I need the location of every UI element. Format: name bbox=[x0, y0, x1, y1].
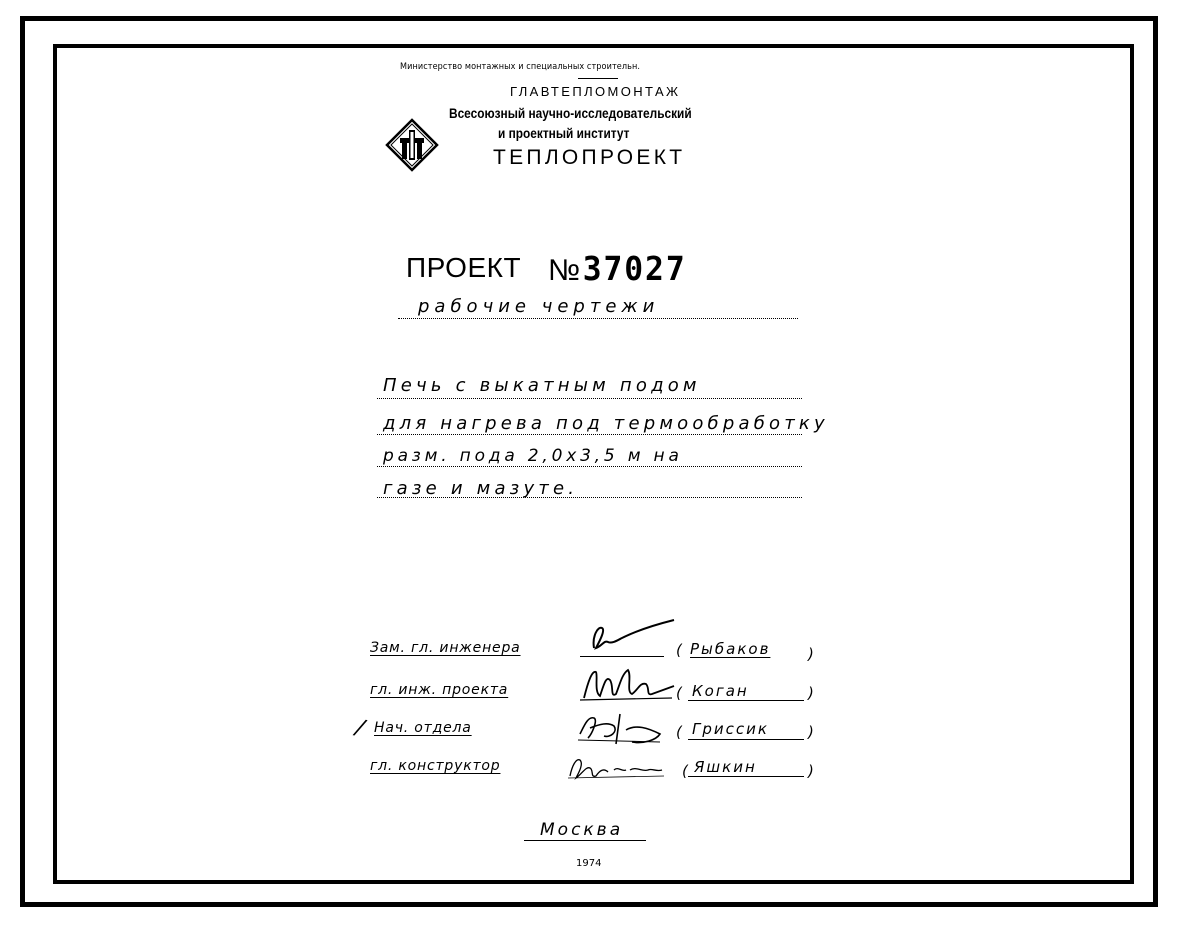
number-sign: № bbox=[548, 254, 581, 287]
signature-role: Зам. гл. инженера bbox=[370, 640, 521, 656]
year: 1974 bbox=[576, 858, 602, 869]
teploproekt-logo-icon bbox=[385, 118, 439, 172]
description-line2: для нагрева под термообработку bbox=[383, 413, 829, 434]
handwritten-signature-icon bbox=[566, 752, 666, 784]
city: Москва bbox=[540, 820, 624, 840]
signature-name: Яшкин bbox=[694, 758, 757, 776]
institute-line2: и проектный институт bbox=[498, 126, 630, 141]
signature-role: Нач. отдела bbox=[374, 720, 472, 736]
project-number bbox=[548, 249, 690, 288]
project-subtitle: рабочие чертежи bbox=[418, 296, 660, 317]
slash-mark: / bbox=[353, 715, 370, 742]
description-line4: газе и мазуте. bbox=[383, 478, 579, 499]
signature-name: Гриссик bbox=[692, 720, 769, 738]
handwritten-signature-icon bbox=[576, 662, 676, 704]
dotted-line bbox=[377, 497, 802, 498]
signature-role: гл. инж. проекта bbox=[370, 682, 509, 698]
signature-name: Рыбаков bbox=[690, 640, 771, 658]
dotted-line bbox=[377, 434, 802, 435]
paren-close: ) bbox=[808, 645, 817, 663]
paren-open: ( bbox=[682, 762, 691, 780]
paren-close: ) bbox=[808, 684, 817, 702]
glav-text: ГЛАВТЕПЛОМОНТАЖ bbox=[510, 84, 681, 99]
handwritten-signature-icon bbox=[574, 704, 666, 748]
dotted-line bbox=[377, 466, 802, 467]
signature-line bbox=[688, 700, 804, 701]
institute-line1: Всесоюзный научно-исследовательский bbox=[449, 106, 692, 121]
institute-name: ТЕПЛОПРОЕКТ bbox=[493, 146, 686, 169]
signature-role: гл. конструктор bbox=[370, 758, 501, 774]
paren-close: ) bbox=[808, 723, 817, 741]
description-line1: Печь с выкатным подом bbox=[383, 375, 701, 396]
divider bbox=[524, 840, 646, 841]
paren-close: ) bbox=[808, 762, 817, 780]
signature-line bbox=[688, 739, 804, 740]
dotted-line bbox=[398, 318, 798, 319]
dotted-line bbox=[377, 398, 802, 399]
signature-line bbox=[688, 776, 804, 777]
divider bbox=[578, 78, 618, 79]
signature-name: Коган bbox=[692, 682, 749, 700]
paren-open: ( bbox=[676, 684, 685, 702]
project-label: ПРОЕКТ bbox=[406, 252, 522, 283]
project-number-value: 37027 bbox=[582, 249, 687, 288]
description-line3: разм. пода 2,0х3,5 м на bbox=[383, 446, 683, 466]
paren-open: ( bbox=[676, 641, 685, 659]
paren-open: ( bbox=[676, 723, 685, 741]
handwritten-signature-icon bbox=[588, 618, 678, 658]
ministry-text: Министерство монтажных и специальных строительн. bbox=[400, 62, 641, 72]
